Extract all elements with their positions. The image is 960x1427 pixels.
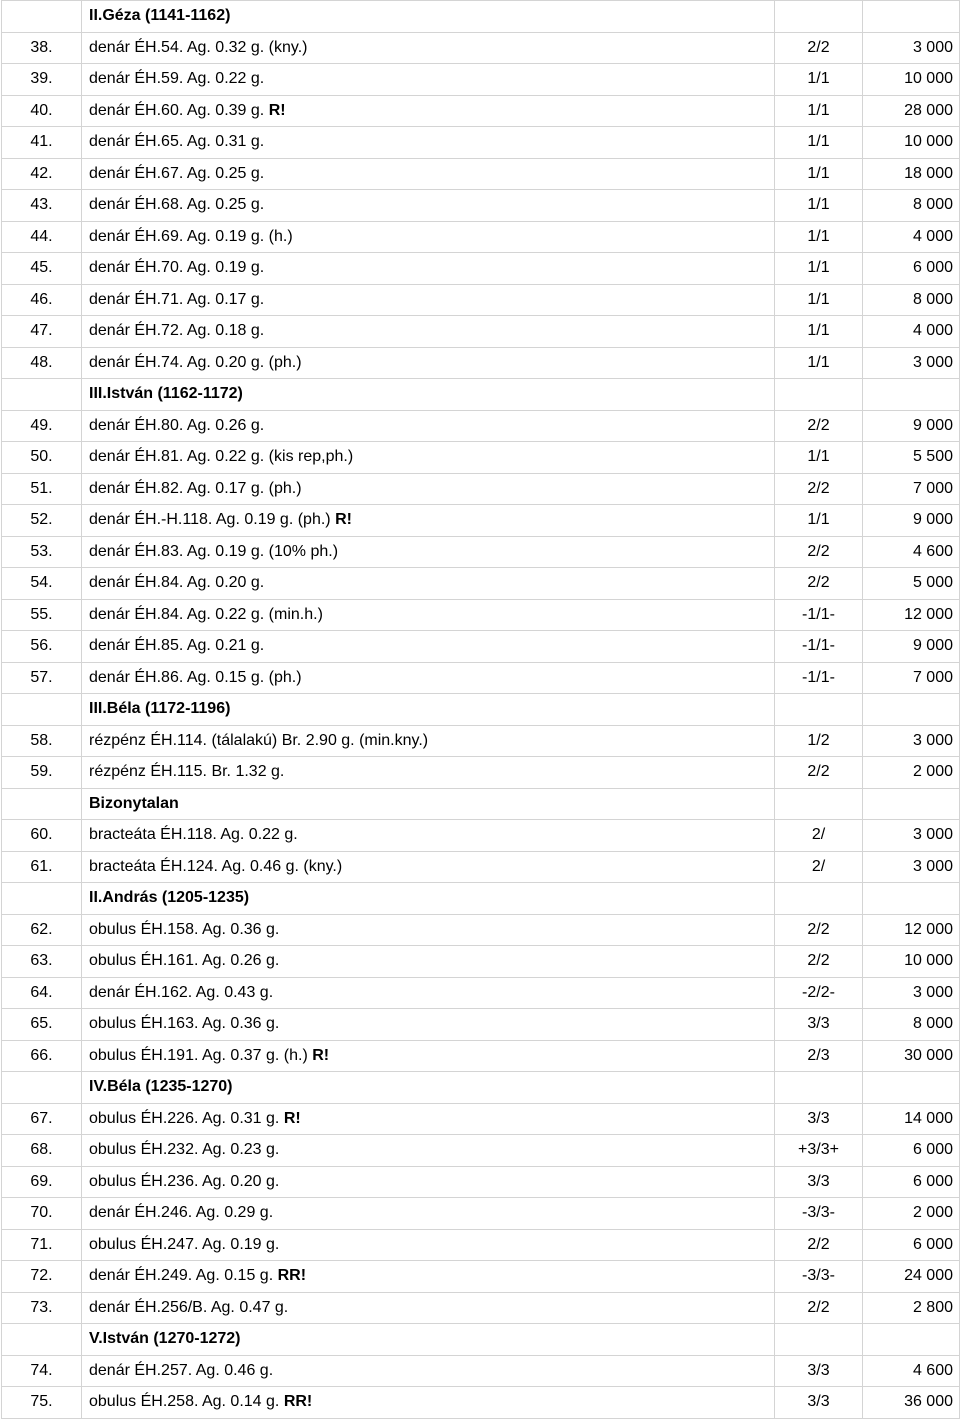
price: 36 000	[863, 1387, 960, 1419]
grade-cell	[775, 694, 863, 726]
section-title: Bizonytalan	[89, 794, 179, 812]
lot-number: 42.	[2, 158, 82, 190]
grade: 2/2	[775, 536, 863, 568]
coin-description: obulus ÉH.236. Ag. 0.20 g.	[89, 1172, 280, 1190]
section-title-cell	[82, 788, 775, 820]
price: 4 000	[863, 316, 960, 348]
coin-description-cell	[82, 284, 775, 316]
section-title: III.István (1162-1172)	[89, 385, 243, 403]
price: 9 000	[863, 410, 960, 442]
grade: -3/3-	[775, 1198, 863, 1230]
price: 3 000	[863, 820, 960, 852]
table-row	[2, 631, 960, 663]
coin-description-cell	[82, 1229, 775, 1261]
price: 28 000	[863, 95, 960, 127]
price-cell	[863, 379, 960, 411]
section-title-cell	[82, 1324, 775, 1356]
grade: -2/2-	[775, 977, 863, 1009]
coin-description-cell	[82, 1387, 775, 1419]
table-row	[2, 410, 960, 442]
table-row	[2, 473, 960, 505]
section-title: V.István (1270-1272)	[89, 1330, 241, 1348]
grade: 2/2	[775, 1229, 863, 1261]
coin-description: denár ÉH.67. Ag. 0.25 g.	[89, 164, 265, 182]
section-title: II.Géza (1141-1162)	[89, 7, 231, 25]
lot-number: 65.	[2, 1009, 82, 1041]
coin-description: denár ÉH.68. Ag. 0.25 g.	[89, 196, 265, 214]
grade: 2/	[775, 851, 863, 883]
table-row	[2, 820, 960, 852]
grade: 1/1	[775, 316, 863, 348]
coin-description: denár ÉH.162. Ag. 0.43 g.	[89, 983, 274, 1001]
grade-cell	[775, 883, 863, 915]
coin-description: denár ÉH.74. Ag. 0.20 g. (ph.)	[89, 353, 302, 371]
price: 24 000	[863, 1261, 960, 1293]
lot-number: 69.	[2, 1166, 82, 1198]
lot-number: 73.	[2, 1292, 82, 1324]
coin-description-cell	[82, 568, 775, 600]
lot-number: 38.	[2, 32, 82, 64]
lot-number: 64.	[2, 977, 82, 1009]
coin-description-cell	[82, 599, 775, 631]
coin-description: denár ÉH.69. Ag. 0.19 g. (h.)	[89, 227, 293, 245]
coin-description: rézpénz ÉH.115. Br. 1.32 g.	[89, 763, 285, 781]
grade: 2/	[775, 820, 863, 852]
lot-number: 55.	[2, 599, 82, 631]
coin-description: obulus ÉH.226. Ag. 0.31 g.	[89, 1109, 284, 1127]
coin-description: denár ÉH.-H.118. Ag. 0.19 g. (ph.)	[89, 511, 336, 529]
grade: 1/2	[775, 725, 863, 757]
price: 4 000	[863, 221, 960, 253]
table-row	[2, 32, 960, 64]
grade-cell	[775, 788, 863, 820]
table-row	[2, 253, 960, 285]
price: 30 000	[863, 1040, 960, 1072]
row-number-cell	[2, 788, 82, 820]
lot-number: 70.	[2, 1198, 82, 1230]
coin-description: obulus ÉH.163. Ag. 0.36 g.	[89, 1015, 280, 1033]
price-cell	[863, 694, 960, 726]
row-number-cell	[2, 379, 82, 411]
price: 2 000	[863, 757, 960, 789]
coin-description: obulus ÉH.247. Ag. 0.19 g.	[89, 1235, 280, 1253]
price: 8 000	[863, 284, 960, 316]
grade: 1/1	[775, 158, 863, 190]
grade: 1/1	[775, 347, 863, 379]
table-row	[2, 1292, 960, 1324]
lot-number: 51.	[2, 473, 82, 505]
coin-description-cell	[82, 316, 775, 348]
price-cell	[863, 1, 960, 33]
lot-number: 41.	[2, 127, 82, 159]
lot-number: 56.	[2, 631, 82, 663]
grade: 1/1	[775, 64, 863, 96]
lot-number: 53.	[2, 536, 82, 568]
catalog-body	[2, 1, 960, 1419]
coin-description: denár ÉH.246. Ag. 0.29 g.	[89, 1204, 274, 1222]
price: 3 000	[863, 851, 960, 883]
price: 6 000	[863, 253, 960, 285]
grade: 2/2	[775, 473, 863, 505]
price-cell	[863, 1324, 960, 1356]
coin-description-cell	[82, 1198, 775, 1230]
grade: 3/3	[775, 1166, 863, 1198]
section-title-cell	[82, 694, 775, 726]
row-number-cell	[2, 1, 82, 33]
coin-catalog-table	[1, 0, 960, 1419]
price: 3 000	[863, 977, 960, 1009]
price: 6 000	[863, 1229, 960, 1261]
grade-cell	[775, 1072, 863, 1104]
grade-cell	[775, 1, 863, 33]
coin-description: obulus ÉH.161. Ag. 0.26 g.	[89, 952, 280, 970]
coin-description: denár ÉH.59. Ag. 0.22 g.	[89, 70, 265, 88]
coin-description-cell	[82, 1103, 775, 1135]
lot-number: 61.	[2, 851, 82, 883]
coin-description-cell	[82, 1040, 775, 1072]
grade: 2/2	[775, 410, 863, 442]
coin-description: denár ÉH.71. Ag. 0.17 g.	[89, 290, 265, 308]
grade: 2/3	[775, 1040, 863, 1072]
coin-description: denár ÉH.65. Ag. 0.31 g.	[89, 133, 265, 151]
section-title: II.András (1205-1235)	[89, 889, 250, 907]
coin-description-cell	[82, 1355, 775, 1387]
coin-description: rézpénz ÉH.114. (tálalakú) Br. 2.90 g. (min.kny.)	[89, 731, 429, 749]
lot-number: 43.	[2, 190, 82, 222]
price: 7 000	[863, 662, 960, 694]
coin-description: denár ÉH.257. Ag. 0.46 g.	[89, 1361, 274, 1379]
grade: 1/1	[775, 190, 863, 222]
rarity-mark: R!	[335, 511, 352, 529]
coin-description-cell	[82, 977, 775, 1009]
grade: 2/2	[775, 946, 863, 978]
coin-description-cell	[82, 347, 775, 379]
table-row	[2, 757, 960, 789]
coin-description-cell	[82, 473, 775, 505]
grade: -1/1-	[775, 662, 863, 694]
table-row	[2, 725, 960, 757]
price: 14 000	[863, 1103, 960, 1135]
table-row	[2, 1135, 960, 1167]
table-row	[2, 505, 960, 537]
price: 10 000	[863, 127, 960, 159]
price: 12 000	[863, 914, 960, 946]
price: 2 800	[863, 1292, 960, 1324]
table-row	[2, 536, 960, 568]
price: 8 000	[863, 1009, 960, 1041]
coin-description-cell	[82, 190, 775, 222]
table-row	[2, 946, 960, 978]
coin-description: bracteáta ÉH.124. Ag. 0.46 g. (kny.)	[89, 857, 343, 875]
table-row	[2, 1198, 960, 1230]
section-header-row	[2, 883, 960, 915]
section-title-cell	[82, 1, 775, 33]
table-row	[2, 442, 960, 474]
grade: 2/2	[775, 568, 863, 600]
grade: 2/2	[775, 914, 863, 946]
lot-number: 75.	[2, 1387, 82, 1419]
lot-number: 46.	[2, 284, 82, 316]
table-row	[2, 158, 960, 190]
lot-number: 63.	[2, 946, 82, 978]
coin-description-cell	[82, 725, 775, 757]
price: 2 000	[863, 1198, 960, 1230]
coin-description: obulus ÉH.232. Ag. 0.23 g.	[89, 1141, 280, 1159]
coin-description: denár ÉH.80. Ag. 0.26 g.	[89, 416, 265, 434]
rarity-mark: R!	[268, 101, 286, 119]
table-row	[2, 127, 960, 159]
lot-number: 47.	[2, 316, 82, 348]
coin-description-cell	[82, 946, 775, 978]
grade: 3/3	[775, 1387, 863, 1419]
lot-number: 45.	[2, 253, 82, 285]
table-row	[2, 95, 960, 127]
coin-description-cell	[82, 1166, 775, 1198]
table-row	[2, 1355, 960, 1387]
grade-cell	[775, 379, 863, 411]
table-row	[2, 284, 960, 316]
table-row	[2, 64, 960, 96]
section-title-cell	[82, 883, 775, 915]
lot-number: 68.	[2, 1135, 82, 1167]
price: 3 000	[863, 347, 960, 379]
lot-number: 62.	[2, 914, 82, 946]
lot-number: 67.	[2, 1103, 82, 1135]
section-header-row	[2, 1324, 960, 1356]
price: 6 000	[863, 1135, 960, 1167]
table-row	[2, 1261, 960, 1293]
coin-description: denár ÉH.82. Ag. 0.17 g. (ph.)	[89, 479, 302, 497]
price: 3 000	[863, 32, 960, 64]
grade: 3/3	[775, 1355, 863, 1387]
coin-description-cell	[82, 1261, 775, 1293]
lot-number: 39.	[2, 64, 82, 96]
price-cell	[863, 1072, 960, 1104]
grade: 1/1	[775, 284, 863, 316]
lot-number: 54.	[2, 568, 82, 600]
coin-description-cell	[82, 221, 775, 253]
coin-description: denár ÉH.85. Ag. 0.21 g.	[89, 637, 265, 655]
section-header-row	[2, 788, 960, 820]
coin-description-cell	[82, 253, 775, 285]
table-row	[2, 316, 960, 348]
grade: 3/3	[775, 1103, 863, 1135]
grade: -3/3-	[775, 1261, 863, 1293]
coin-description: denár ÉH.86. Ag. 0.15 g. (ph.)	[89, 668, 302, 686]
coin-description-cell	[82, 820, 775, 852]
coin-description-cell	[82, 64, 775, 96]
lot-number: 52.	[2, 505, 82, 537]
section-title-cell	[82, 1072, 775, 1104]
grade: 1/1	[775, 127, 863, 159]
table-row	[2, 221, 960, 253]
lot-number: 57.	[2, 662, 82, 694]
price: 5 500	[863, 442, 960, 474]
grade: +3/3+	[775, 1135, 863, 1167]
coin-description: obulus ÉH.258. Ag. 0.14 g.	[89, 1393, 284, 1411]
price: 10 000	[863, 946, 960, 978]
coin-description-cell	[82, 442, 775, 474]
lot-number: 74.	[2, 1355, 82, 1387]
section-header-row	[2, 694, 960, 726]
price: 3 000	[863, 725, 960, 757]
coin-description: denár ÉH.83. Ag. 0.19 g. (10% ph.)	[89, 542, 339, 560]
grade: 1/1	[775, 221, 863, 253]
coin-description: denár ÉH.54. Ag. 0.32 g. (kny.)	[89, 38, 308, 56]
grade: 3/3	[775, 1009, 863, 1041]
coin-description: obulus ÉH.158. Ag. 0.36 g.	[89, 920, 280, 938]
lot-number: 66.	[2, 1040, 82, 1072]
section-title: IV.Béla (1235-1270)	[89, 1078, 233, 1096]
lot-number: 58.	[2, 725, 82, 757]
coin-description-cell	[82, 127, 775, 159]
coin-description-cell	[82, 158, 775, 190]
price: 9 000	[863, 631, 960, 663]
price: 4 600	[863, 536, 960, 568]
coin-description-cell	[82, 851, 775, 883]
lot-number: 71.	[2, 1229, 82, 1261]
row-number-cell	[2, 1324, 82, 1356]
coin-description-cell	[82, 662, 775, 694]
lot-number: 49.	[2, 410, 82, 442]
table-row	[2, 1103, 960, 1135]
section-header-row	[2, 1, 960, 33]
table-row	[2, 851, 960, 883]
coin-description-cell	[82, 536, 775, 568]
coin-description-cell	[82, 410, 775, 442]
price: 6 000	[863, 1166, 960, 1198]
coin-description: bracteáta ÉH.118. Ag. 0.22 g.	[89, 826, 298, 844]
row-number-cell	[2, 694, 82, 726]
price: 8 000	[863, 190, 960, 222]
price-cell	[863, 883, 960, 915]
coin-description: denár ÉH.70. Ag. 0.19 g.	[89, 259, 265, 277]
grade: 1/1	[775, 95, 863, 127]
lot-number: 48.	[2, 347, 82, 379]
coin-description-cell	[82, 757, 775, 789]
coin-description: denár ÉH.81. Ag. 0.22 g. (kis rep,ph.)	[89, 448, 354, 466]
table-row	[2, 1009, 960, 1041]
grade: 2/2	[775, 757, 863, 789]
price: 12 000	[863, 599, 960, 631]
coin-description-cell	[82, 32, 775, 64]
table-row	[2, 977, 960, 1009]
coin-description: denár ÉH.84. Ag. 0.22 g. (min.h.)	[89, 605, 323, 623]
coin-description: denár ÉH.249. Ag. 0.15 g.	[89, 1267, 278, 1285]
table-row	[2, 662, 960, 694]
table-row	[2, 914, 960, 946]
section-header-row	[2, 1072, 960, 1104]
table-row	[2, 568, 960, 600]
lot-number: 72.	[2, 1261, 82, 1293]
table-row	[2, 1166, 960, 1198]
lot-number: 50.	[2, 442, 82, 474]
coin-description-cell	[82, 1292, 775, 1324]
row-number-cell	[2, 1072, 82, 1104]
price: 9 000	[863, 505, 960, 537]
coin-description: denár ÉH.84. Ag. 0.20 g.	[89, 574, 265, 592]
price: 18 000	[863, 158, 960, 190]
price: 4 600	[863, 1355, 960, 1387]
lot-number: 59.	[2, 757, 82, 789]
grade: 1/1	[775, 253, 863, 285]
table-row	[2, 190, 960, 222]
grade: 2/2	[775, 32, 863, 64]
grade: -1/1-	[775, 599, 863, 631]
coin-description: denár ÉH.60. Ag. 0.39 g.	[89, 101, 269, 119]
rarity-mark: R!	[283, 1109, 301, 1127]
coin-description: denár ÉH.256/B. Ag. 0.47 g.	[89, 1298, 289, 1316]
section-title-cell	[82, 379, 775, 411]
rarity-mark: RR!	[277, 1267, 307, 1285]
table-row	[2, 1387, 960, 1419]
coin-description-cell	[82, 1009, 775, 1041]
row-number-cell	[2, 883, 82, 915]
grade: -1/1-	[775, 631, 863, 663]
table-row	[2, 347, 960, 379]
lot-number: 40.	[2, 95, 82, 127]
table-row	[2, 1040, 960, 1072]
coin-description-cell	[82, 505, 775, 537]
price-cell	[863, 788, 960, 820]
coin-description: obulus ÉH.191. Ag. 0.37 g. (h.)	[89, 1046, 313, 1064]
coin-description-cell	[82, 95, 775, 127]
rarity-mark: RR!	[283, 1393, 313, 1411]
price: 5 000	[863, 568, 960, 600]
table-row	[2, 599, 960, 631]
coin-description-cell	[82, 631, 775, 663]
lot-number: 60.	[2, 820, 82, 852]
coin-description-cell	[82, 1135, 775, 1167]
grade-cell	[775, 1324, 863, 1356]
section-title: III.Béla (1172-1196)	[89, 700, 231, 718]
coin-description-cell	[82, 914, 775, 946]
price: 10 000	[863, 64, 960, 96]
coin-description: denár ÉH.72. Ag. 0.18 g.	[89, 322, 265, 340]
rarity-mark: R!	[312, 1046, 330, 1064]
grade: 2/2	[775, 1292, 863, 1324]
price: 7 000	[863, 473, 960, 505]
table-row	[2, 1229, 960, 1261]
lot-number: 44.	[2, 221, 82, 253]
section-header-row	[2, 379, 960, 411]
grade: 1/1	[775, 442, 863, 474]
grade: 1/1	[775, 505, 863, 537]
